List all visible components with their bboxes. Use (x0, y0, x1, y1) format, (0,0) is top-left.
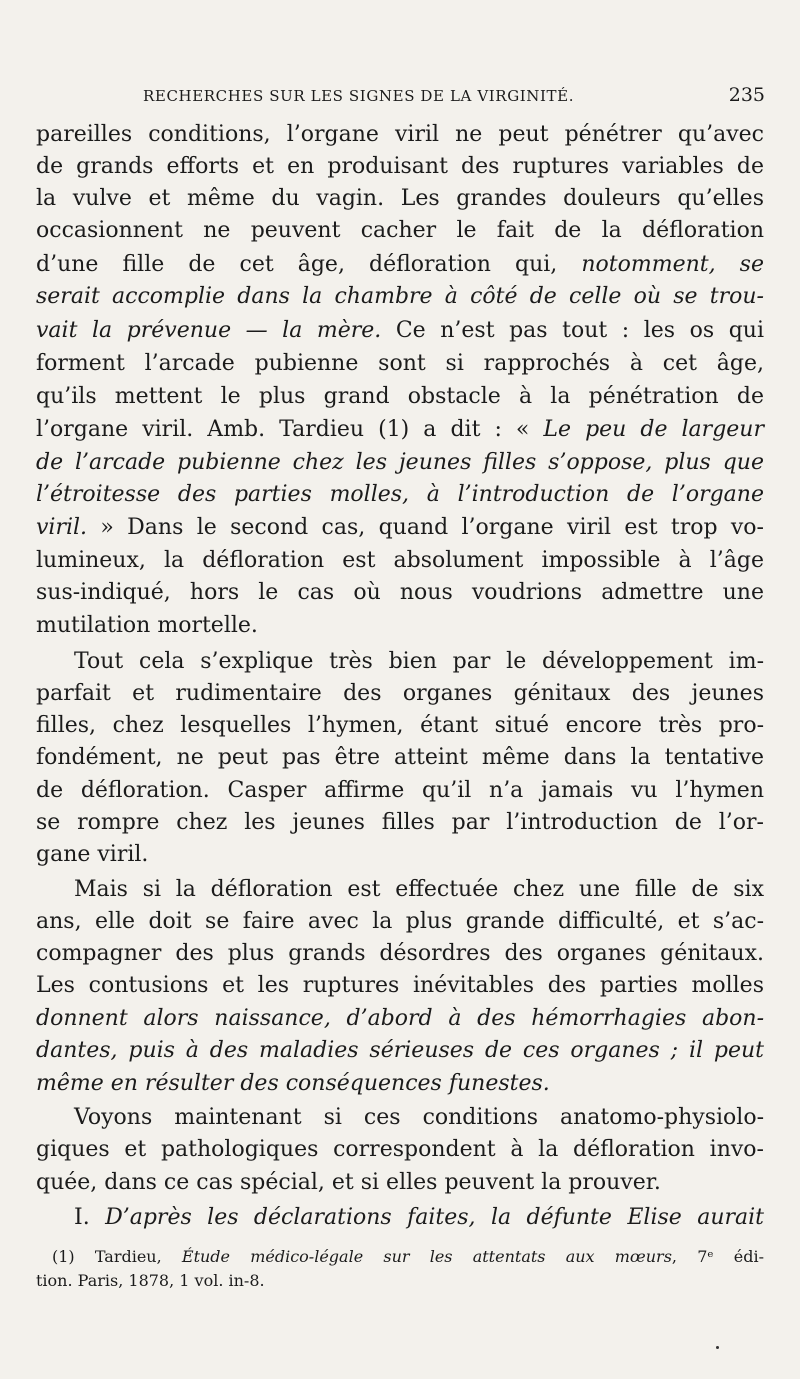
text-line: sus-indiqué, hors le cas où nous voudrions admettre une (36, 580, 764, 605)
text-line: l’étroitesse des parties molles, à l’introduction de l’organe (36, 482, 764, 507)
page-number: 235 (728, 84, 765, 106)
text-line: forment l’arcade pubienne sont si rapprochés à cet âge, (36, 351, 764, 376)
text-line: l’organe viril. Amb. Tardieu (1) a dit : « Le peu de largeur (36, 417, 764, 442)
text-line: filles, chez lesquelles l’hymen, étant situé encore très pro- (36, 713, 764, 738)
text-line: compagner des plus grands désordres des organes génitaux. (36, 941, 764, 966)
text-line: fondément, ne peut pas être atteint même dans la tentative (36, 745, 764, 770)
text-line: vait la prévenue — la mère. Ce n’est pas tout : les os qui (36, 318, 764, 343)
text-line: Voyons maintenant si ces conditions anatomo-physiolo- (74, 1105, 764, 1130)
text-line: serait accomplie dans la chambre à côté de celle où se trou- (36, 284, 764, 309)
footnote-line-1: (1) Tardieu, Étude médico-légale sur les attentats aux mœurs, 7ᵉ édi- (52, 1247, 764, 1266)
text-line: la vulve et même du vagin. Les grandes douleurs qu’elles (36, 186, 764, 211)
text-line: Les contusions et les ruptures inévitables des parties molles (36, 973, 764, 998)
text-line: dantes, puis à des maladies sérieuses de ces organes ; il peut (36, 1038, 764, 1063)
text-line: parfait et rudimentaire des organes génitaux des jeunes (36, 681, 764, 706)
text-line: quée, dans ce cas spécial, et si elles peuvent la prouver. (36, 1170, 661, 1195)
text-line: ans, elle doit se faire avec la plus grande difficulté, et s’ac- (36, 909, 764, 934)
text-line: viril. » Dans le second cas, quand l’organe viril est trop vo- (36, 515, 764, 540)
footnote-line-2: tion. Paris, 1878, 1 vol. in-8. (36, 1271, 265, 1290)
text-line: I. D’après les déclarations faites, la défunte Elise aurait (74, 1205, 764, 1230)
text-line: se rompre chez les jeunes filles par l’introduction de l’or- (36, 810, 764, 835)
text-line: d’une fille de cet âge, défloration qui, notomment, se (36, 252, 764, 277)
text-line: giques et pathologiques correspondent à la défloration invo- (36, 1137, 764, 1162)
text-line: donnent alors naissance, d’abord à des hémorrhagies abon- (36, 1006, 764, 1031)
text-line: de grands efforts et en produisant des ruptures variables de (36, 154, 764, 179)
text-line: de l’arcade pubienne chez les jeunes filles s’oppose, plus que (36, 450, 764, 475)
text-line: occasionnent ne peuvent cacher le fait de la défloration (36, 218, 764, 243)
text-line: même en résulter des conséquences funestes. (36, 1071, 550, 1096)
text-line: lumineux, la défloration est absolument impossible à l’âge (36, 548, 764, 573)
text-line: Tout cela s’explique très bien par le développement im- (74, 649, 764, 674)
text-line: Mais si la défloration est effectuée chez une fille de six (74, 877, 764, 902)
text-line: de défloration. Casper affirme qu’il n’a jamais vu l’hymen (36, 778, 764, 803)
page-header (143, 84, 765, 106)
running-title: RECHERCHES SUR LES SIGNES DE LA VIRGINITÉ. (143, 87, 575, 105)
text-line: mutilation mortelle. (36, 613, 258, 638)
ink-speck (716, 1346, 719, 1349)
text-line: qu’ils mettent le plus grand obstacle à la pénétration de (36, 384, 764, 409)
text-line: pareilles conditions, l’organe viril ne peut pénétrer qu’avec (36, 122, 764, 147)
text-line: gane viril. (36, 842, 149, 867)
